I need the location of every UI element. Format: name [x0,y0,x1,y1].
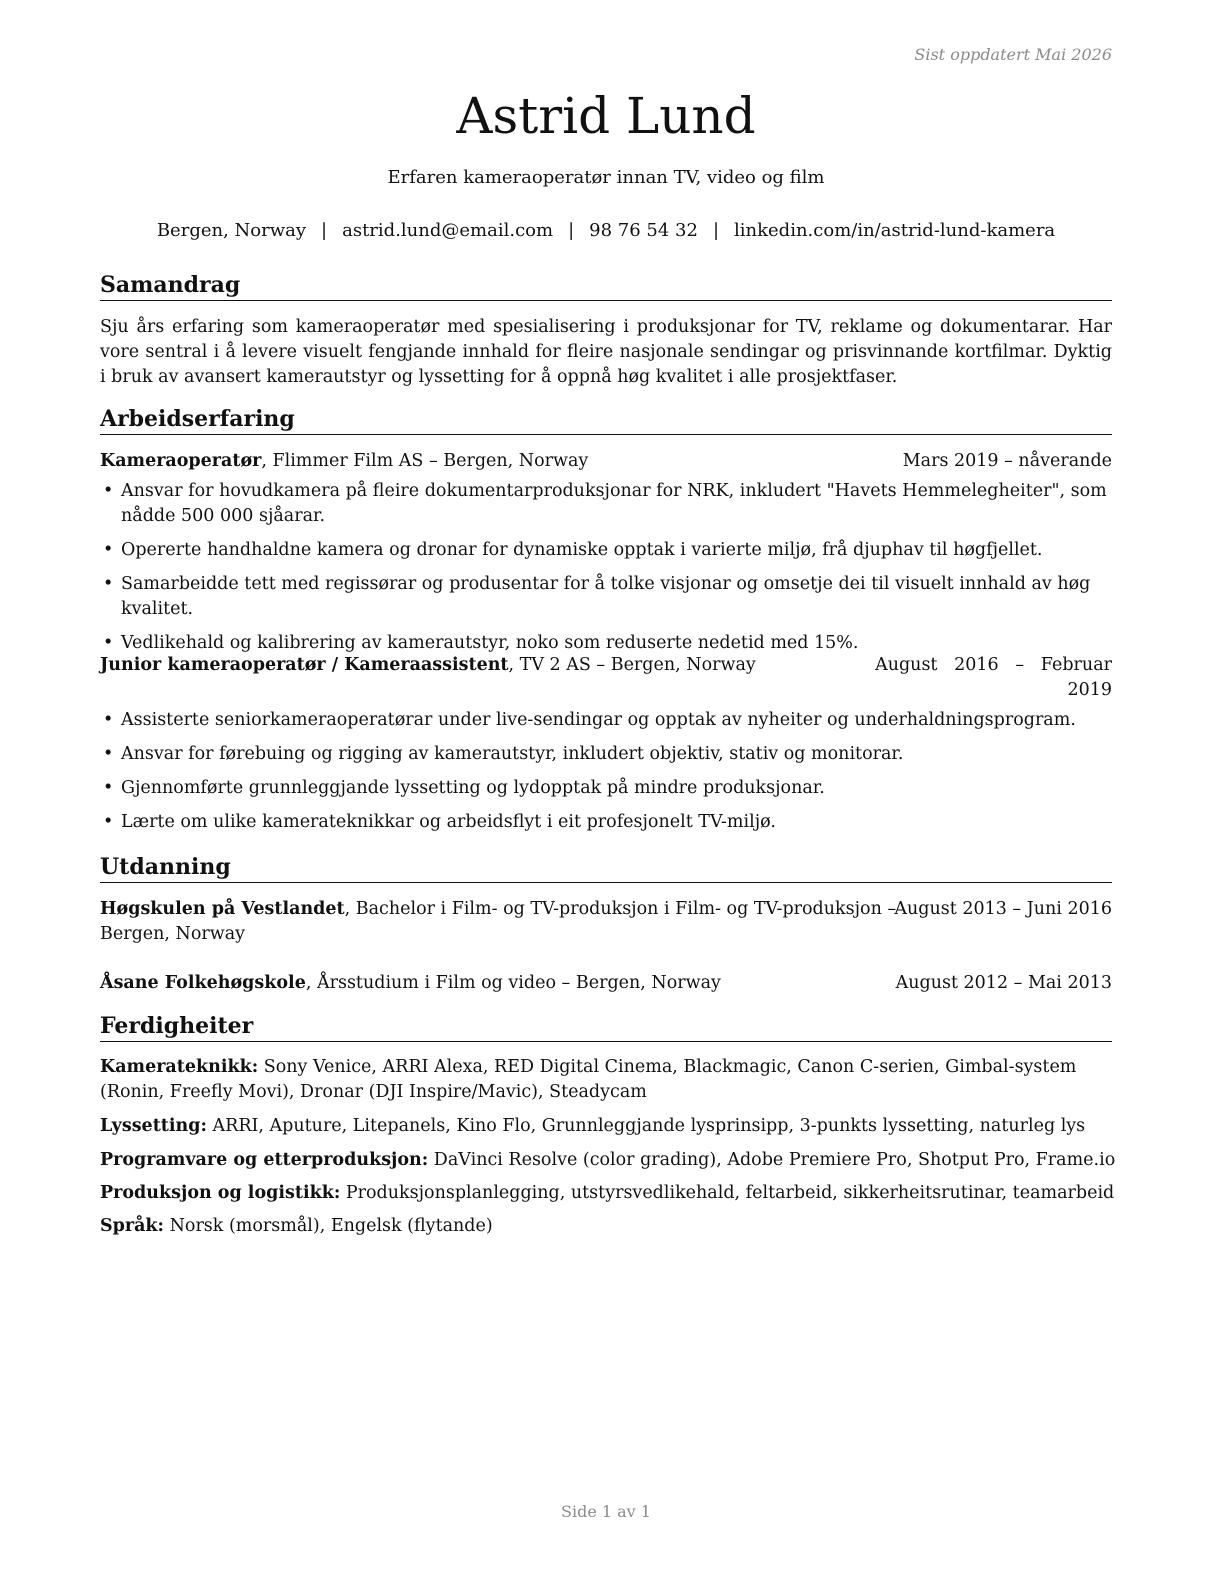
last-updated-note: Sist oppdatert Mai 2026 [914,45,1112,64]
education-school: Åsane Folkehøgskole [100,973,306,993]
skill-row [100,1114,1118,1139]
education-entry [100,971,1112,996]
skill-row [100,1055,1118,1105]
education-program: , Årsstudium i Film og video – Bergen, Norway [305,973,721,993]
skill-row [100,1214,1118,1239]
job-bullets [100,708,1118,844]
job-bullets [100,479,1118,665]
list-item: • Samarbeidde tett med regissørar og produsentar for å tolke visjonar og omsetje dei til visuelt innhald av høg kvalitet. [100,572,1118,622]
skill-row [100,1181,1118,1206]
summary-text: Sju års erfaring som kameraoperatør med spesialisering i produksjonar for TV, reklame og dokumentarar. Har vore sentral i å levere visuelt fengjande innhald for fleire nasjonale sendingar og prisvinnande kortfilmar. Dyktig i bruk av avansert kamerautstyr og lyssetting for å oppnå høg kvalitet i alle prosjektfaser. [100,317,1112,387]
section-title-education: Utdanning [100,853,1112,883]
list-item: • Lærte om ulike kamerateknikkar og arbeidsflyt i eit profesjonelt TV-miljø. [100,810,1118,835]
education-school: Høgskulen på Vestlandet [100,899,345,919]
job-employer: , Flimmer Film AS – Bergen, Norway [261,451,589,471]
page-footer: Side 1 av 1 [561,1502,651,1521]
section-title-experience: Arbeidserfaring [100,405,1112,435]
list-item: • Gjennomførte grunnleggjande lyssetting og lydopptak på mindre produksjonar. [100,776,1118,801]
job-role: Kameraoperatør [100,451,262,471]
education-program: , Bachelor i Film- og TV-produksjon i Film- og TV-produksjon – [344,899,897,919]
skill-value: Produksjonsplanlegging, utstyrsvedlikehald, feltarbeid, sikkerheitsrutinar, teamarbeid [340,1183,1115,1203]
contact-phone[interactable]: 98 76 54 32 [589,220,698,241]
job-dates-line1: August 2016 – Februar [875,655,1112,675]
job-header [100,449,1112,474]
resume-page [100,0,1116,1584]
skill-label: Programvare og etterproduksjon: [100,1150,429,1170]
skill-label: Produksjon og logistikk: [100,1183,341,1203]
contact-separator: | [321,220,328,241]
section-title-skills: Ferdigheiter [100,1012,1112,1042]
contact-location: Bergen, Norway [156,220,307,241]
list-item: • Ansvar for hovudkamera på fleire dokumentarproduksjonar for NRK, inkludert "Havets Hemmelegheiter", som nådde 500 000 sjåarar. [100,479,1118,529]
skill-value: Sony Venice, ARRI Alexa, RED Digital Cinema, Blackmagic, Canon C-serien, Gimbal-system (Ronin, Freefly Movi), Dronar (DJI Inspire/Mavic), Steadycam [100,1057,1077,1102]
list-item: • Ansvar for førebuing og rigging av kamerautstyr, inkludert objektiv, stativ og monitorar. [100,742,1118,767]
job-header [100,653,1112,703]
job-dates-line2: 2019 [1067,680,1112,700]
education-entry [100,897,1112,947]
education-location: Bergen, Norway [100,924,246,944]
contact-line [100,220,1112,241]
skill-label: Kamerateknikk: [100,1057,259,1077]
list-item: • Opererte handhaldne kamera og dronar for dynamiske opptak i varierte miljø, frå djuphav til høgfjellet. [100,538,1118,563]
skill-value: Norsk (morsmål), Engelsk (flytande) [164,1216,493,1236]
contact-email[interactable]: astrid.lund@email.com [342,220,554,241]
skill-label: Lyssetting: [100,1116,207,1136]
contact-linkedin[interactable]: linkedin.com/in/astrid-lund-kamera [734,220,1056,241]
education-dates: August 2013 – Juni 2016 [894,899,1112,919]
candidate-name: Astrid Lund [456,87,756,145]
section-title-summary: Samandrag [100,271,1112,301]
skill-value: ARRI, Aputure, Litepanels, Kino Flo, Grunnleggjande lysprinsipp, 3-punkts lyssetting, naturleg lys [206,1116,1086,1136]
job-employer: , TV 2 AS – Bergen, Norway [508,655,756,675]
list-item: • Vedlikehald og kalibrering av kamerautstyr, noko som reduserte nedetid med 15%. [100,631,1118,656]
skill-label: Språk: [100,1216,165,1236]
job-dates: Mars 2019 – nåverande [902,451,1112,471]
skill-value: DaVinci Resolve (color grading), Adobe Premiere Pro, Shotput Pro, Frame.io [428,1150,1116,1170]
job-role: Junior kameraoperatør / Kameraassistent [100,655,509,675]
job-dates [875,653,1112,703]
skill-row [100,1148,1118,1173]
contact-separator: | [568,220,575,241]
contact-separator: | [712,220,720,241]
tagline: Erfaren kameraoperatør innan TV, video og film [387,167,825,188]
list-item: • Assisterte seniorkameraoperatørar under live-sendingar og opptak av nyheiter og underhaldningsprogram. [100,708,1118,733]
education-dates: August 2012 – Mai 2013 [895,973,1112,993]
